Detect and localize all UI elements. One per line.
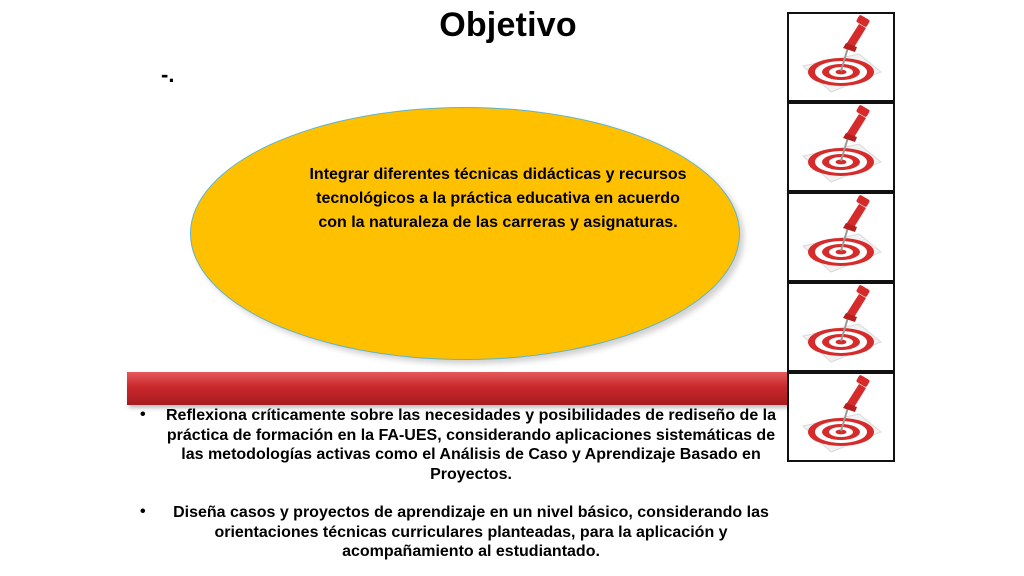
target-pin-icon [789, 284, 893, 370]
bullet-list [140, 406, 780, 562]
objective-text: Integrar diferentes técnicas didácticas y recursos tecnológicos a la práctica educativa en acuerdo con la naturaleza de las carreras y asignaturas. [309, 166, 687, 231]
target-image-tile [787, 372, 895, 462]
target-image-tile [787, 102, 895, 192]
slide-title: Objetivo [439, 6, 577, 44]
target-pin-icon [789, 374, 893, 460]
bullet-dot: • [140, 406, 146, 423]
bullet-item [140, 503, 780, 562]
marker-text: -. [161, 62, 175, 87]
target-pin-icon [789, 104, 893, 190]
bullet-text: Diseña casos y proyectos de aprendizaje en un nivel básico, considerando las orientaciones técnicas curriculares planteadas, para la aplicación y acompañamiento al estudiantado. [173, 504, 769, 560]
red-divider-bar [127, 372, 791, 405]
target-image-tile [787, 12, 895, 102]
target-pin-icon [789, 14, 893, 100]
bullet-item [140, 406, 780, 484]
target-image-tile [787, 282, 895, 372]
target-image-column [787, 12, 895, 462]
target-pin-icon [789, 194, 893, 280]
target-image-tile [787, 192, 895, 282]
bullet-text: Reflexiona críticamente sobre las necesidades y posibilidades de rediseño de la práctica de formación en la FA-UES, considerando aplicaciones sistemáticas de las metodologías activas como el Análisis de Caso y Aprendizaje Basado en Proyectos. [165, 407, 776, 483]
bullet-dot: • [140, 503, 146, 520]
